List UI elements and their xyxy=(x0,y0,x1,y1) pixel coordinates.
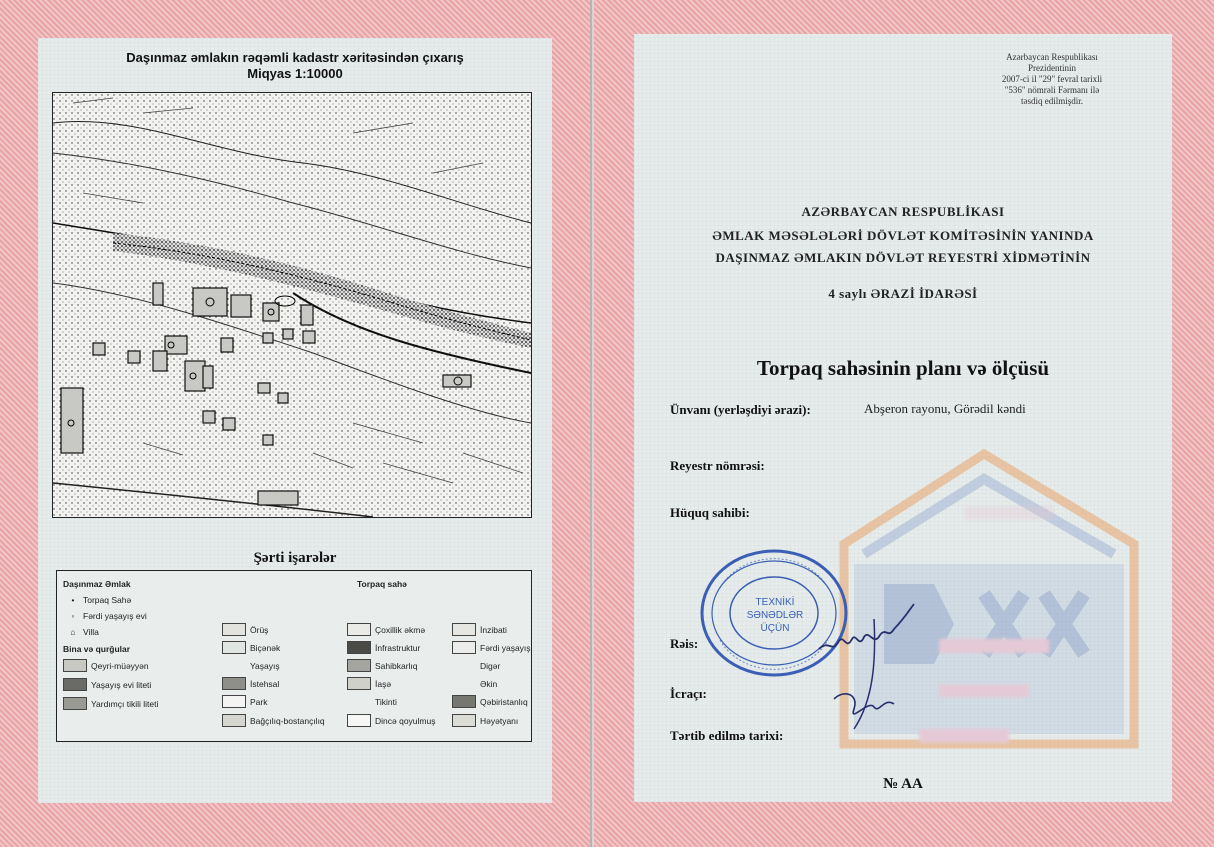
legend-item: İnfrastruktur xyxy=(347,641,420,654)
house-icon: ◦ xyxy=(71,611,75,621)
map-title xyxy=(38,50,552,82)
swatch-icon xyxy=(452,623,476,636)
org-country: AZƏRBAYCAN RESPUBLİKASI xyxy=(801,204,1005,219)
legend-item: İnzibati xyxy=(452,623,507,636)
legend-item: Örüş xyxy=(222,623,268,636)
map-title-line1: Daşınmaz əmlakın rəqəmli kadastr xəritəsindən çıxarış xyxy=(126,50,464,65)
swatch-icon xyxy=(63,678,87,691)
date-redaction xyxy=(919,729,1009,743)
legend-item: İstehsal xyxy=(222,677,279,690)
registry-label: Reyestr nömrəsi: xyxy=(670,458,765,473)
head-label: Rəis: xyxy=(670,636,699,651)
swatch-icon xyxy=(222,714,246,727)
legend-item: Yardımçı tikili liteti xyxy=(63,697,158,710)
swatch-icon xyxy=(222,641,246,654)
swatch-icon xyxy=(222,623,246,636)
left-page-content xyxy=(38,38,552,803)
point-icon: • xyxy=(71,595,75,605)
swatch-icon xyxy=(222,677,246,690)
swatch-icon xyxy=(347,695,371,708)
legend-item: Tikinti xyxy=(347,695,397,708)
swatch-icon xyxy=(222,695,246,708)
swatch-icon xyxy=(347,677,371,690)
map-title-scale: Miqyas 1:10000 xyxy=(247,66,343,81)
date-label: Tərtib edilmə tarixi: xyxy=(670,728,784,743)
right-page xyxy=(594,0,1214,847)
legend-item: Sahibkarlıq xyxy=(347,659,418,672)
legend-item: ◦ Fərdi yaşayış evi xyxy=(67,611,147,621)
swatch-icon xyxy=(347,714,371,727)
right-page-content xyxy=(634,34,1172,802)
legend-item: Həyətyanı xyxy=(452,714,518,727)
legend-heading-real-estate: Daşınmaz Əmlak xyxy=(63,579,131,589)
approval-note: Azərbaycan Respublikası Prezidentinin 2007-ci il "29" fevral tarixli "536" nömrəli Fərmanı ilə təsdiq edilmişdir. xyxy=(1001,52,1103,106)
stamp-text: TEXNİKİ SƏNƏDLƏR ÜÇÜN xyxy=(746,597,804,634)
cadastral-map-image xyxy=(53,93,531,517)
legend-item: Çoxillik əkmə xyxy=(347,623,425,636)
legend-item: • Torpaq Sahə xyxy=(67,595,131,605)
legend-item: Fərdi yaşayış xyxy=(452,641,531,654)
swatch-icon xyxy=(347,641,371,654)
legend-heading-buildings: Bina və qurğular xyxy=(63,644,131,654)
signature-icon xyxy=(814,599,954,739)
legend-item: Qeyri-müəyyən xyxy=(63,659,149,672)
swatch-icon xyxy=(452,677,476,690)
swatch-icon xyxy=(347,659,371,672)
legend-item: Park xyxy=(222,695,267,708)
legend-item: İaşə xyxy=(347,677,391,690)
left-page xyxy=(0,0,592,847)
map-legend xyxy=(56,570,532,742)
org-service: DAŞINMAZ ƏMLAKIN DÖVLƏT REYESTRİ XİDMƏTİNİN xyxy=(715,250,1091,265)
address-label: Ünvanı (yerləşdiyi ərazi): xyxy=(670,402,811,417)
swatch-icon xyxy=(452,659,476,672)
swatch-icon xyxy=(63,697,87,710)
swatch-icon xyxy=(222,659,246,672)
document-title: Torpaq sahəsinin planı və ölçüsü xyxy=(756,356,1050,380)
legend-item: Yaşayış xyxy=(222,659,280,672)
legend-item: Digər xyxy=(452,659,500,672)
owner-label: Hüquq sahibi: xyxy=(670,505,750,520)
executor-name-redaction xyxy=(939,685,1029,697)
legend-item: Bağçılıq-bostançılıq xyxy=(222,714,325,727)
org-office: 4 saylı ƏRAZİ İDARƏSİ xyxy=(828,286,978,301)
legend-item: Biçənək xyxy=(222,641,280,654)
swatch-icon xyxy=(452,641,476,654)
legend-item: Dincə qoyulmuş xyxy=(347,714,435,727)
legend-item: ⌂ Villa xyxy=(67,627,99,637)
villa-icon: ⌂ xyxy=(70,627,76,637)
executor-label: İcraçı: xyxy=(670,686,707,701)
legend-item: Qəbiristanlıq xyxy=(452,695,528,708)
org-committee: ƏMLAK MƏSƏLƏLƏRİ DÖVLƏT KOMİTƏSİNİN YANINDA xyxy=(712,228,1094,243)
legend-heading-land: Torpaq sahə xyxy=(357,579,407,589)
swatch-icon xyxy=(63,659,87,672)
legend-item: Əkin xyxy=(452,677,497,690)
cadastral-map xyxy=(52,92,532,518)
legend-title: Şərti işarələr xyxy=(253,550,337,566)
legend-item: Yaşayış evi liteti xyxy=(63,678,151,691)
swatch-icon xyxy=(452,714,476,727)
owner-redaction xyxy=(964,506,1054,520)
address-value: Abşeron rayonu, Görədil kəndi xyxy=(864,401,1026,416)
swatch-icon xyxy=(452,695,476,708)
head-name-redaction xyxy=(939,639,1049,653)
swatch-icon xyxy=(347,623,371,636)
document-number: № AA xyxy=(883,776,923,792)
